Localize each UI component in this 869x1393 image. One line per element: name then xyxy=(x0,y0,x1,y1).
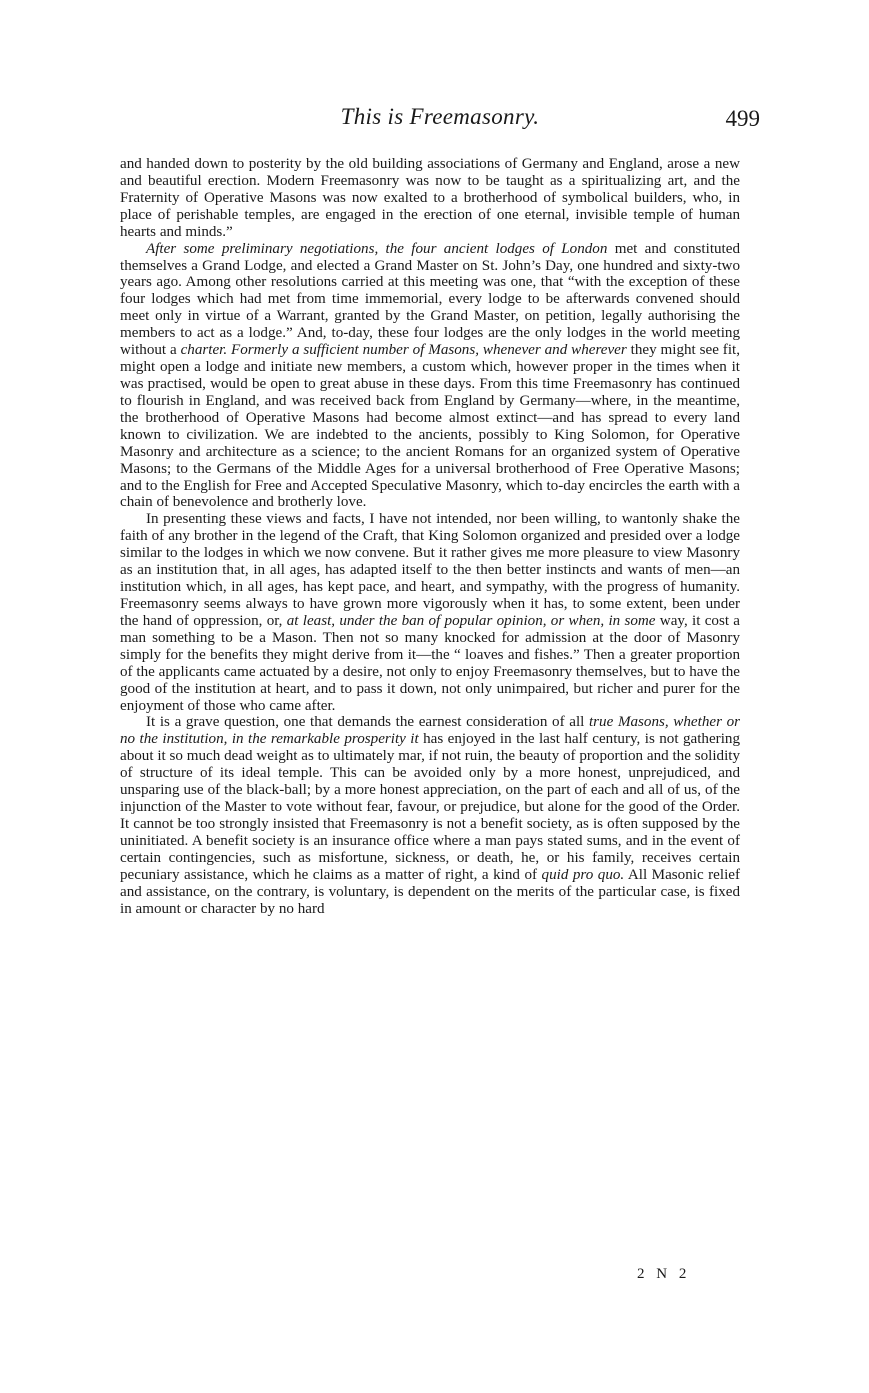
italic-text-run: true Masons, whether or no the institution, in the remarkable prosperity it xyxy=(120,714,740,748)
article-body xyxy=(120,156,740,917)
signature-mark: 2 N 2 xyxy=(637,1266,691,1282)
italic-text-run: at least, under the ban of popular opinion, or when, in some xyxy=(286,612,656,629)
text-run: way, it cost a man something to be a Mason. Then not so many knocked for admission at the door of Masonry simply for the benefits they might derive from it—the “ loaves and fishes.” Then a greater proportion of the applicants came actuated by a desire, not only to enjoy Freemasonry themselves, but to have the good of the institution at heart, and to pass it down, not only unimpaired, but richer and purer for the enjoyment of those who came after. xyxy=(120,612,741,714)
page-number: 499 xyxy=(725,106,760,131)
running-title: This is Freemasonry. xyxy=(340,104,540,129)
paragraph xyxy=(120,156,740,241)
paragraph xyxy=(120,714,740,917)
text-run: In presenting these views and facts, I have not intended, nor been willing, to wantonly shake the faith of any brother in the legend of the Craft, that King Solomon organized and presided over a lodge similar to the lodges in which we now convene. But it rather gives me more pleasure to view Masonry as an institution that, in all ages, has adapted itself to the then better instincts and wants of men—an institution which, in all ages, has kept pace, and heart, and sympathy, with the progress of humanity. Freemasonry seems always to have grown more vigorously when it has, to some extent, been under the hand of oppression, or, xyxy=(120,511,740,629)
text-run: It is a grave question, one that demands the earnest consideration of all xyxy=(146,714,589,731)
text-run: has enjoyed in the last half century, is not gathering about it so much dead weight as to ultimately mar, if not ruin, the beauty of proportion and the solidity of structure of its ideal temple. This can be avoided only by a more honest, unprejudiced, and unsparing use of the black-ball; by a more honest appreciation, on the part of each and all of us, of the injunction of the Master to vote without fear, favour, or prejudice, but alone for the good of the Order. It cannot be too strongly insisted that Freemasonry is not a benefit society, as is often supposed by the uninitiated. A benefit society is an insurance office where a man pays stated sums, and in the event of certain contingencies, such as misfortune, sickness, or death, he, or his family, receives certain pecuniary assistance, which he claims as a matter of right, a kind of xyxy=(120,731,740,883)
italic-text-run: After some preliminary negotiations, the four ancient lodges of London xyxy=(146,240,608,257)
italic-text-run: quid pro quo. xyxy=(541,866,625,883)
text-run: they might see fit, might open a lodge and initiate new members, a custom which, however proper in the times when it was practised, would be open to great abuse in these days. From this time Freemasonry has continued to flourish in England, and was received back from England by Germany—where, in the meantime, the brotherhood of Operative Masons had become almost extinct—and has spread to every land known to civilization. We are indebted to the ancients, possibly to King Solomon, for Operative Masonry and architecture as a science; to the ancient Romans for an organized system of Operative Masons; to the Germans of the Middle Ages for a universal brotherhood of Free Operative Masons; and to the English for Free and Accepted Speculative Masonry, which to-day encircles the earth with a chain of benevolence and brotherly love. xyxy=(120,342,740,511)
text-run: met and constituted themselves a Grand Lodge, and elected a Grand Master on St. John’s Day, one hundred and sixty-two years ago. Among other resolutions carried at this meeting was one, that “with the exception of these four lodges which had met from time immemorial, every lodge to be afterwards convened should meet only in virtue of a Warrant, granted by the Grand Master, on petition, legally authorising the members to act as a lodge.” And, to-day, these four lodges are the only lodges in the world meeting without a xyxy=(120,240,740,359)
italic-text-run: charter. Formerly a sufficient number of Masons, whenever and wherever xyxy=(180,342,627,359)
text-run: and handed down to posterity by the old building associations of Germany and England, arose a new and beautiful erection. Modern Freemasonry was now to be taught as a spiritualizing art, and the Fraternity of Operative Masons was now exalted to a brotherhood of symbolical builders, who, in place of perishable temples, are engaged in the erection of one eternal, invisible temple of human hearts and minds.” xyxy=(120,156,740,240)
page-header xyxy=(120,104,760,144)
paragraph xyxy=(120,241,740,512)
paragraph xyxy=(120,511,740,714)
text-run: All Masonic relief and assistance, on the contrary, is voluntary, is dependent on the merits of the particular case, is fixed in amount or character by no hard xyxy=(120,866,740,917)
